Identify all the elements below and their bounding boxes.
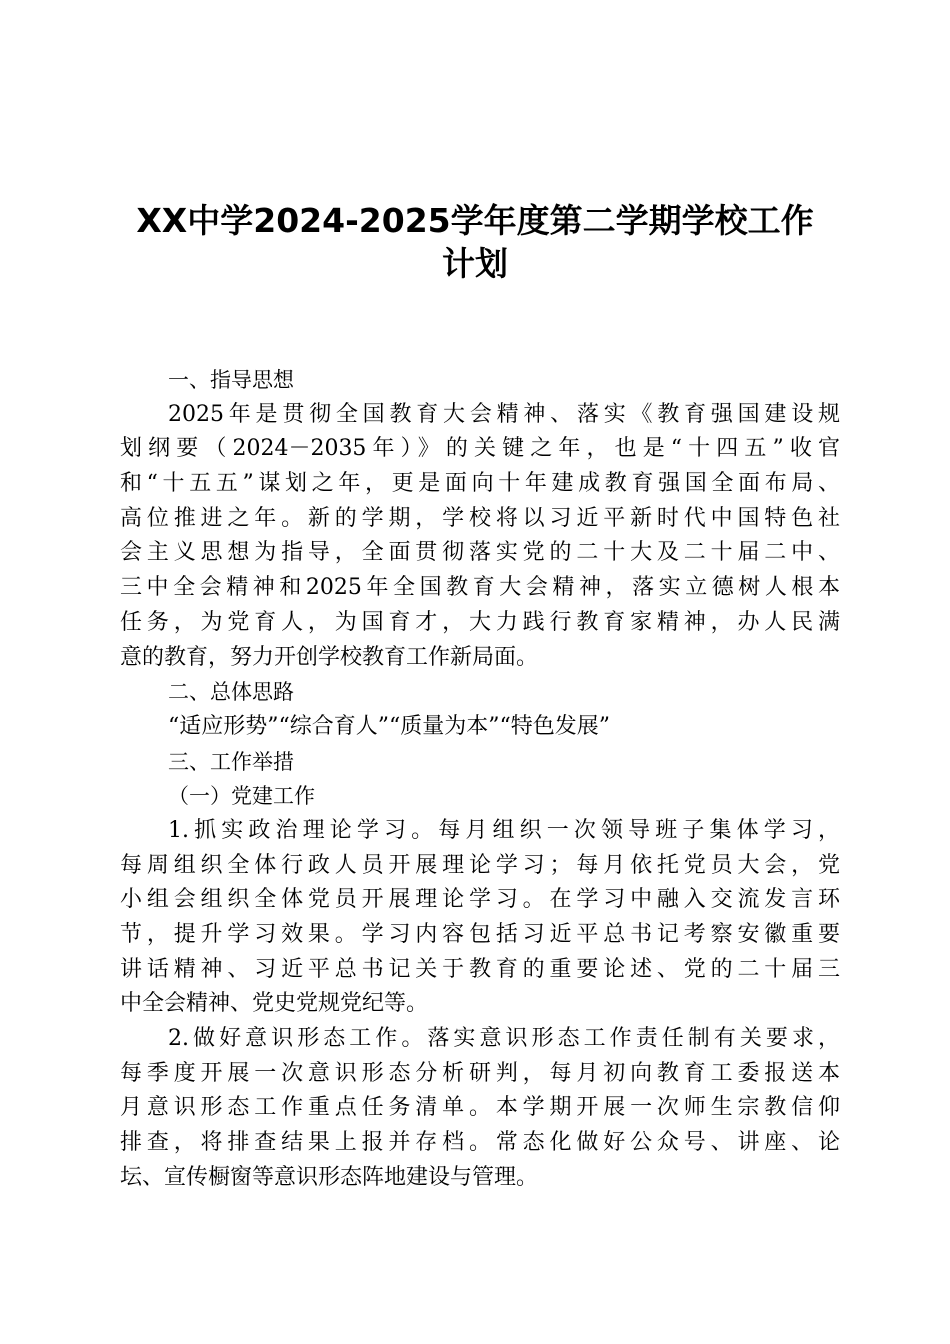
document-title-line-2: 计划 bbox=[442, 244, 508, 283]
paragraph-line: 任务，为党育人，为国育才，大力践行教育家精神，办人民满 bbox=[120, 609, 840, 635]
section-heading-guiding-ideology: 一、指导思想 bbox=[168, 368, 294, 392]
paragraph-line: 每季度开展一次意识形态分析研判，每月初向教育工委报送本 bbox=[120, 1060, 840, 1086]
paragraph-line: 月意识形态工作重点任务清单。本学期开展一次师生宗教信仰 bbox=[120, 1095, 840, 1121]
paragraph-line: 高位推进之年。新的学期，学校将以习近平新时代中国特色社 bbox=[120, 505, 840, 531]
paragraph-line: 三中全会精神和2025年全国教育大会精神，落实立德树人根本 bbox=[120, 575, 840, 601]
paragraph-line: 坛、宣传橱窗等意识形态阵地建设与管理。 bbox=[120, 1164, 539, 1190]
paragraph-line: 节，提升学习效果。学习内容包括习近平总书记考察安徽重要 bbox=[120, 922, 840, 947]
subsection-heading-party-building: （一）党建工作 bbox=[168, 784, 315, 809]
paragraph-line: 排查，将排查结果上报并存档。常态化做好公众号、讲座、论 bbox=[120, 1130, 840, 1156]
paragraph-line: 会主义思想为指导，全面贯彻落实党的二十大及二十届二中、 bbox=[120, 540, 840, 566]
paragraph-guiding-ideology bbox=[120, 398, 840, 676]
paragraph-line: 意的教育，努力开创学校教育工作新局面。 bbox=[120, 644, 539, 670]
paragraph-line: 2025年是贯彻全国教育大会精神、落实《教育强国建设规 bbox=[168, 401, 840, 427]
section-heading-work-measures: 三、工作举措 bbox=[168, 749, 294, 774]
document-title-line-1: XX中学2024-2025学年度第二学期学校工作 bbox=[136, 201, 814, 240]
paragraph-political-study bbox=[120, 814, 840, 1022]
section-heading-overall-approach: 二、总体思路 bbox=[168, 680, 294, 705]
paragraph-line: 每周组织全体行政人员开展理论学习；每月依托党员大会，党 bbox=[120, 852, 840, 878]
paragraph-line: 2.做好意识形态工作。落实意识形态工作责任制有关要求， bbox=[168, 1026, 840, 1052]
paragraph-line: 小组会组织全体党员开展理论学习。在学习中融入交流发言环 bbox=[120, 887, 840, 913]
paragraph-line: 讲话精神、习近平总书记关于教育的重要论述、党的二十届三 bbox=[120, 956, 840, 982]
paragraph-line: 中全会精神、党史党规党纪等。 bbox=[120, 991, 429, 1017]
paragraph-line: 1.抓实政治理论学习。每月组织一次领导班子集体学习， bbox=[168, 817, 840, 843]
paragraph-overall-approach: “适应形势”“综合育人”“质量为本”“特色发展” bbox=[168, 713, 610, 739]
document-body bbox=[120, 363, 840, 1196]
paragraph-ideology-work bbox=[120, 1022, 840, 1195]
paragraph-line: 划纲要（2024－2035年）》的关键之年，也是“十四五”收官 bbox=[120, 436, 840, 462]
paragraph-line: 和“十五五”谋划之年，更是面向十年建成教育强国全面布局、 bbox=[120, 471, 840, 497]
